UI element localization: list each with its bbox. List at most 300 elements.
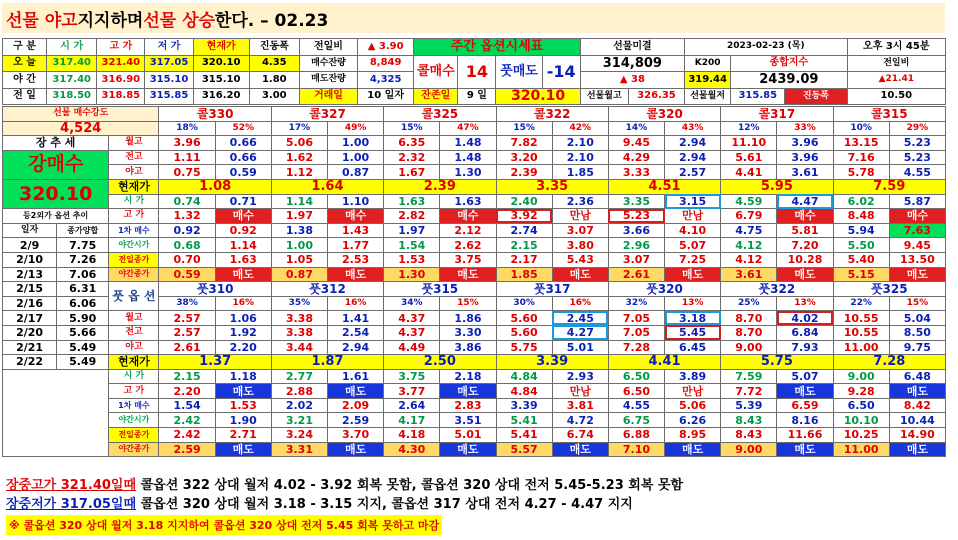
put-t3-a: 6.75 [608,413,664,428]
hdr-current: 현재가 [193,39,249,56]
put-low: 2.93 [552,369,608,384]
pct-itm: 17% [271,121,327,136]
put-signal: 매도 [889,384,945,399]
put-open: 9.00 [833,369,889,384]
put-t1-a: 1.54 [159,398,215,413]
call-low: 1.10 [328,194,384,209]
title-part-1: 선물 야고 [6,10,78,31]
put-night-low: 7.93 [777,340,833,355]
put-t1-b: 2.83 [440,398,496,413]
call-month-low: 1.00 [328,136,384,151]
title-part-2: 지지하며 [77,10,144,31]
pct-itm: 30% [496,296,552,311]
call-t1-a: 2.74 [496,223,552,238]
label-open-low: 시 가 [109,369,159,384]
call-high: 8.48 [833,209,889,224]
call-current-label: 현재가 [109,179,159,194]
buy-strength-label: 선물 매수강도 [3,107,159,122]
today-range: 4.35 [249,55,299,72]
put-t5-b: 3.70 [328,428,384,443]
hdr-high: 고 가 [97,39,145,56]
put-signal: 매도 [440,384,496,399]
put-prev-low: 1.92 [215,325,271,340]
put-t5-b: 6.74 [552,428,608,443]
call-tn-a: 5.15 [833,267,889,282]
call-month-low: 0.66 [215,136,271,151]
call-t5-a: 1.53 [384,252,440,267]
call-month-high: 3.96 [159,136,215,151]
row-label-night: 야고 [109,340,159,355]
put-t1-a: 3.39 [496,398,552,413]
put-month-high: 3.38 [271,311,327,326]
put-option-label: 풋 옵 션 [109,282,159,311]
call-t1-b: 7.63 [889,223,945,238]
call-t1-a: 1.38 [271,223,327,238]
put-tn-b: 매도 [889,442,945,457]
pct-itm: 35% [271,296,327,311]
strike-call-2: 콜325 [384,107,496,122]
put-high: 3.77 [384,384,440,399]
put-t5-a: 2.42 [159,428,215,443]
put-t1-a: 4.55 [608,398,664,413]
put-t3-b: 2.59 [328,413,384,428]
pct-itm: 38% [159,296,215,311]
call-signal: 매수 [215,209,271,224]
put-tn-b: 매도 [552,442,608,457]
put-current-2: 2.50 [384,355,496,370]
pct-otm: 16% [328,296,384,311]
put-night-high: 9.00 [721,340,777,355]
put-low: 5.07 [777,369,833,384]
put-current-3: 3.39 [496,355,608,370]
put-tn-a: 3.31 [271,442,327,457]
put-prev-high: 8.70 [721,325,777,340]
call-low: 5.87 [889,194,945,209]
call-t5-b: 3.75 [440,252,496,267]
put-sell-label: 풋매도 [496,55,542,88]
row-label-prev: 전고 [109,150,159,165]
prev-range: 3.00 [249,88,299,105]
put-month-low: 4.02 [777,311,833,326]
put-t3-a: 8.43 [721,413,777,428]
put-current-0: 1.37 [159,355,271,370]
put-open: 3.75 [384,369,440,384]
put-tn-b: 매도 [665,442,721,457]
pct-itm: 15% [384,121,440,136]
label-night-close: 야간종가 [109,442,159,457]
put-night-high: 3.44 [271,340,327,355]
call-prev-low: 1.00 [328,150,384,165]
put-t5-a: 6.88 [608,428,664,443]
pct-itm: 10% [833,121,889,136]
call-tn-b: 매도 [552,267,608,282]
change-value: ▲ 3.90 [358,39,414,56]
date-cell: 2/13 [3,267,57,282]
put-prev-high: 3.38 [271,325,327,340]
call-high: 5.23 [608,209,664,224]
put-t5-b: 8.95 [665,428,721,443]
call-low: 2.36 [552,194,608,209]
pct-otm: 13% [665,296,721,311]
pct-itm: 34% [384,296,440,311]
put-night-low: 3.86 [440,340,496,355]
date-sum: 5.90 [57,311,109,326]
composite-index-value: 2439.09 [731,72,847,89]
date-cell: 2/20 [3,325,57,340]
put-t3-b: 4.72 [552,413,608,428]
put-prev-high: 2.57 [159,325,215,340]
call-month-low: 1.48 [440,136,496,151]
put-t3-a: 5.41 [496,413,552,428]
put-open: 7.59 [721,369,777,384]
put-t1-a: 6.50 [833,398,889,413]
sell-remain-value: 4,325 [358,72,414,89]
call-t5-a: 0.70 [159,252,215,267]
index-change-value: ▲21.41 [847,72,945,89]
prev-low: 315.85 [145,88,193,105]
call-prev-high: 3.20 [496,150,552,165]
put-t3-a: 10.10 [833,413,889,428]
put-open: 6.50 [608,369,664,384]
call-t3-b: 5.07 [665,238,721,253]
label-t5: 전일종가 [109,252,159,267]
hdr-category: 구 분 [3,39,47,56]
put-night-low: 2.20 [215,340,271,355]
call-night-low: 1.30 [440,165,496,180]
sell-remain-label: 매도잔량 [299,72,357,89]
remain-day-label: 잔존일 [414,88,458,105]
hdr-low: 저 가 [145,39,193,56]
date-sum: 7.06 [57,267,109,282]
call-t3-b: 1.14 [215,238,271,253]
call-open: 6.02 [833,194,889,209]
call-month-low: 2.94 [665,136,721,151]
month-high-label: 선물월고 [580,88,628,105]
call-month-high: 11.10 [721,136,777,151]
put-prev-high: 4.37 [384,325,440,340]
pct-itm: 22% [833,296,889,311]
call-night-high: 2.39 [496,165,552,180]
row-prev: 전 일 [3,88,47,105]
summary-2-head: 장중저가 317.05일때 [6,497,137,512]
call-low: 4.47 [777,194,833,209]
put-t3-b: 8.16 [777,413,833,428]
put-night-high: 2.61 [159,340,215,355]
night-current: 315.10 [193,72,249,89]
date-sum: 6.06 [57,296,109,311]
summary-2-body: 콜옵션 320 상대 월저 3.18 - 3.15 지지, 콜옵션 317 상대 전저 4.27 - 4.47 지지 [136,497,633,512]
put-tn-a: 5.57 [496,442,552,457]
row-night: 야 간 [3,72,47,89]
option-trend-label: 등2외가 옵션 추이 [3,209,109,224]
put-low: 1.18 [215,369,271,384]
pct-itm: 32% [608,296,664,311]
put-tn-b: 매도 [440,442,496,457]
night-low: 315.10 [145,72,193,89]
call-t3-a: 2.15 [496,238,552,253]
call-t1-b: 0.92 [215,223,271,238]
strike-call-1: 콜327 [271,107,383,122]
call-t5-b: 1.63 [215,252,271,267]
date-sum: 5.49 [57,355,109,370]
call-buy-value: 14 [458,55,496,88]
pct-otm: 43% [665,121,721,136]
date-col-label: 일자 [3,223,57,238]
call-prev-low: 2.10 [552,150,608,165]
call-night-high: 0.75 [159,165,215,180]
put-night-high: 5.75 [496,340,552,355]
call-night-high: 4.41 [721,165,777,180]
call-t5-b: 10.28 [777,252,833,267]
call-night-high: 5.78 [833,165,889,180]
futures-summary-table [2,38,946,105]
call-tn-b: 매도 [328,267,384,282]
composite-index-label: 종합지수 [731,55,847,72]
date-sum: 6.31 [57,282,109,297]
row-label-night: 야고 [109,165,159,180]
strike-put-3: 풋317 [496,282,608,297]
hdr-change: 전일비 [299,39,357,56]
label-t1: 1차 매수 [109,223,159,238]
prev-open: 318.50 [47,88,97,105]
trade-day-label: 거래일 [299,88,357,105]
put-low: 6.48 [889,369,945,384]
strike-call-3: 콜322 [496,107,608,122]
summary-1-body: 콜옵션 322 상대 월저 4.02 - 3.92 회복 못함, 콜옵션 320 상대 전저 5.45-5.23 회복 못함 [136,478,684,493]
put-t3-b: 6.26 [665,413,721,428]
strike-call-5: 콜317 [721,107,833,122]
trade-day-value: 10 일자 [358,88,414,105]
put-month-high: 4.37 [384,311,440,326]
put-month-high: 7.05 [608,311,664,326]
put-signal: 매도 [777,384,833,399]
call-t3-a: 0.68 [159,238,215,253]
summary-line-1 [6,474,683,493]
put-tn-a: 7.10 [608,442,664,457]
call-prev-high: 1.11 [159,150,215,165]
buy-remain-label: 매수잔량 [299,55,357,72]
put-open: 2.15 [159,369,215,384]
put-signal: 매도 [328,384,384,399]
put-tn-b: 매도 [777,442,833,457]
put-current-6: 7.28 [833,355,945,370]
put-t3-a: 4.17 [384,413,440,428]
put-current-label: 현재가 [109,355,159,370]
call-t3-a: 4.12 [721,238,777,253]
futures-price-badge: 320.10 [496,88,580,105]
trend-label: 장 추 세 [3,136,109,151]
call-t1-b: 4.10 [665,223,721,238]
call-signal: 매수 [889,209,945,224]
put-high: 7.72 [721,384,777,399]
pct-otm: 15% [440,296,496,311]
strike-call-6: 콜315 [833,107,945,122]
pct-otm: 33% [777,121,833,136]
call-signal: 만남 [665,209,721,224]
call-current-0: 1.08 [159,179,271,194]
put-tn-a: 2.59 [159,442,215,457]
call-t3-b: 1.77 [328,238,384,253]
put-open: 4.84 [496,369,552,384]
call-night-low: 1.85 [552,165,608,180]
strike-put-0: 풋310 [159,282,271,297]
put-month-low: 2.45 [552,311,608,326]
call-t1-a: 0.92 [159,223,215,238]
call-night-low: 0.59 [215,165,271,180]
put-t5-a: 5.41 [496,428,552,443]
row-today: 오 늘 [3,55,47,72]
put-current-5: 5.75 [721,355,833,370]
weekly-option-title: 주간 옵션시세표 [414,39,580,56]
call-tn-b: 매도 [777,267,833,282]
label-t5: 전일종가 [109,428,159,443]
date-cell: 2/9 [3,238,57,253]
call-night-low: 4.55 [889,165,945,180]
put-high: 2.20 [159,384,215,399]
put-night-high: 4.49 [384,340,440,355]
row-label-month: 월고 [109,136,159,151]
label-t3: 야간시가 [109,238,159,253]
today-current: 320.10 [193,55,249,72]
label-high: 고 가 [109,209,159,224]
put-t5-b: 11.66 [777,428,833,443]
buy-strength-value: 4,524 [3,121,159,136]
put-prev-high: 7.05 [608,325,664,340]
call-night-low: 2.57 [665,165,721,180]
pct-otm: 47% [440,121,496,136]
put-low: 1.61 [328,369,384,384]
put-sell-value: -14 [542,55,580,88]
call-current-5: 5.95 [721,179,833,194]
month-low-label: 선물월저 [685,88,731,105]
pct-otm: 52% [215,121,271,136]
put-t3-b: 10.44 [889,413,945,428]
put-prev-low: 8.50 [889,325,945,340]
put-high: 6.50 [608,384,664,399]
hdr-open-interest: 선물미결 [580,39,684,56]
call-prev-low: 2.94 [665,150,721,165]
night-range: 1.80 [249,72,299,89]
put-t5-a: 4.18 [384,428,440,443]
call-prev-high: 1.62 [271,150,327,165]
pct-otm: 16% [215,296,271,311]
put-current-1: 1.87 [271,355,383,370]
call-tn-a: 1.85 [496,267,552,282]
amplitude-value: 10.50 [847,88,945,105]
put-t1-b: 6.59 [777,398,833,413]
call-signal: 매수 [777,209,833,224]
summary-1-head: 장중고가 321.40일때 [6,478,137,493]
call-low: 1.63 [440,194,496,209]
call-open: 0.74 [159,194,215,209]
call-t3-a: 2.96 [608,238,664,253]
call-t1-a: 3.66 [608,223,664,238]
call-t1-b: 3.07 [552,223,608,238]
put-t3-b: 1.90 [215,413,271,428]
pct-itm: 12% [721,121,777,136]
put-signal: 매도 [215,384,271,399]
label-night-close: 야간종가 [109,267,159,282]
put-night-low: 2.94 [328,340,384,355]
call-open: 3.35 [608,194,664,209]
call-night-low: 0.87 [328,165,384,180]
pct-otm: 13% [777,296,833,311]
put-night-high: 11.00 [833,340,889,355]
amplitude-label: 진동폭 [785,88,847,105]
put-prev-low: 5.45 [665,325,721,340]
put-t5-a: 3.24 [271,428,327,443]
call-high: 1.97 [271,209,327,224]
call-open: 1.14 [271,194,327,209]
pct-otm: 49% [328,121,384,136]
pct-otm: 16% [552,296,608,311]
call-night-low: 3.61 [777,165,833,180]
put-prev-high: 5.60 [496,325,552,340]
call-prev-low: 0.66 [215,150,271,165]
hdr-range: 진동폭 [249,39,299,56]
put-prev-high: 10.55 [833,325,889,340]
call-t1-b: 2.12 [440,223,496,238]
date-label: 2023-02-23 (목) [685,39,848,56]
prev-current: 316.20 [193,88,249,105]
index-change-label: 전일비 [847,55,945,72]
put-t1-a: 2.64 [384,398,440,413]
put-tn-b: 매도 [215,442,271,457]
put-low: 2.18 [440,369,496,384]
date-cell: 2/17 [3,311,57,326]
put-prev-low: 3.30 [440,325,496,340]
call-month-high: 13.15 [833,136,889,151]
buy-remain-value: 8,849 [358,55,414,72]
put-t5-a: 8.43 [721,428,777,443]
spacer [3,369,109,457]
pct-otm: 15% [889,296,945,311]
pct-itm: 25% [721,296,777,311]
put-month-high: 8.70 [721,311,777,326]
title-part-4: 한다. – 02.23 [214,10,329,31]
put-month-high: 10.55 [833,311,889,326]
strike-call-0: 콜330 [159,107,271,122]
put-signal: 만남 [665,384,721,399]
call-month-low: 5.23 [889,136,945,151]
call-tn-a: 0.87 [271,267,327,282]
put-night-high: 7.28 [608,340,664,355]
put-t5-a: 10.25 [833,428,889,443]
put-month-low: 1.41 [328,311,384,326]
call-signal: 매수 [328,209,384,224]
trend-value: 강매수 [3,150,109,179]
call-prev-high: 7.16 [833,150,889,165]
title-part-3: 선물 상승 [143,10,215,31]
call-t5-a: 4.12 [721,252,777,267]
put-high: 4.84 [496,384,552,399]
today-low: 317.05 [145,55,193,72]
put-prev-low: 6.84 [777,325,833,340]
call-month-low: 2.10 [552,136,608,151]
put-tn-a: 9.00 [721,442,777,457]
put-t1-b: 2.09 [328,398,384,413]
hdr-open: 시 가 [47,39,97,56]
page-title [2,3,945,33]
date-cell: 2/16 [3,296,57,311]
call-night-high: 3.33 [608,165,664,180]
put-t1-b: 5.06 [665,398,721,413]
night-high: 316.90 [97,72,145,89]
put-month-high: 2.57 [159,311,215,326]
call-tn-b: 매도 [215,267,271,282]
call-t5-b: 5.43 [552,252,608,267]
row-label-month: 월고 [109,311,159,326]
